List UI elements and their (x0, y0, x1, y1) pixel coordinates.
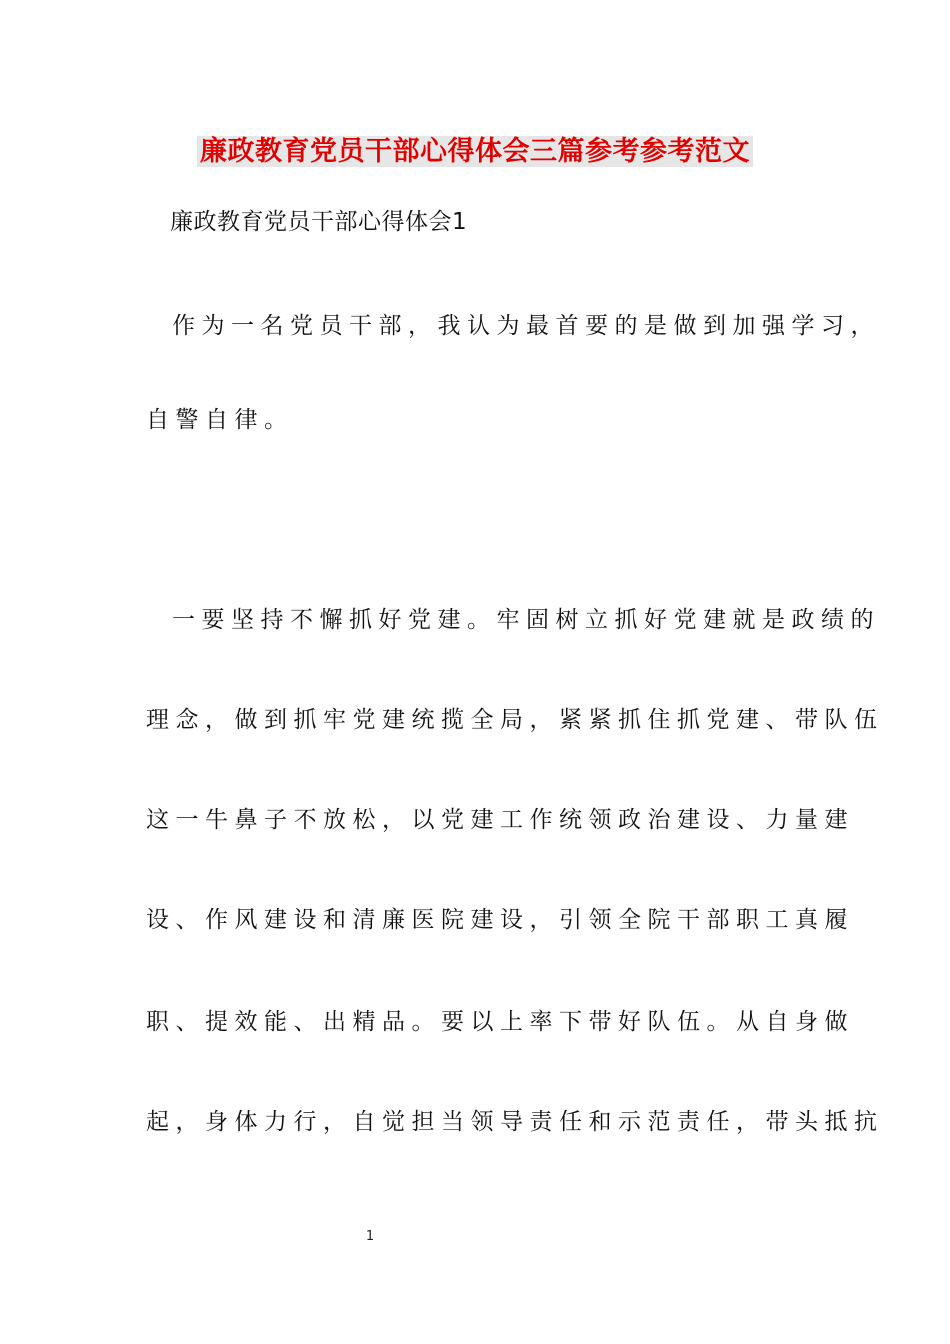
paragraph-line: 作为一名党员干部，我认为最首要的是做到加强学习， (172, 313, 880, 339)
page-number: 1 (365, 1229, 375, 1244)
paragraph-line: 设、作风建设和清廉医院建设，引领全院干部职工真履 (146, 907, 854, 933)
paragraph-line: 自警自律。 (146, 407, 294, 433)
paragraph-line: 起，身体力行，自觉担当领导责任和示范责任，带头抵抗 (146, 1109, 884, 1135)
paragraph-line: 职、提效能、出精品。要以上率下带好队伍。从自身做 (146, 1009, 854, 1035)
section-heading: 廉政教育党员干部心得体会1 (170, 209, 468, 235)
paragraph-line: 理念，做到抓牢党建统揽全局，紧紧抓住抓党建、带队伍 (146, 707, 884, 733)
title-text: 廉政教育党员干部心得体会三篇参考参考范文 (197, 136, 753, 167)
paragraph-line: 一要坚持不懈抓好党建。牢固树立抓好党建就是政绩的 (172, 607, 880, 633)
paragraph-line: 这一牛鼻子不放松，以党建工作统领政治建设、力量建 (146, 807, 854, 833)
document-title (0, 132, 950, 172)
